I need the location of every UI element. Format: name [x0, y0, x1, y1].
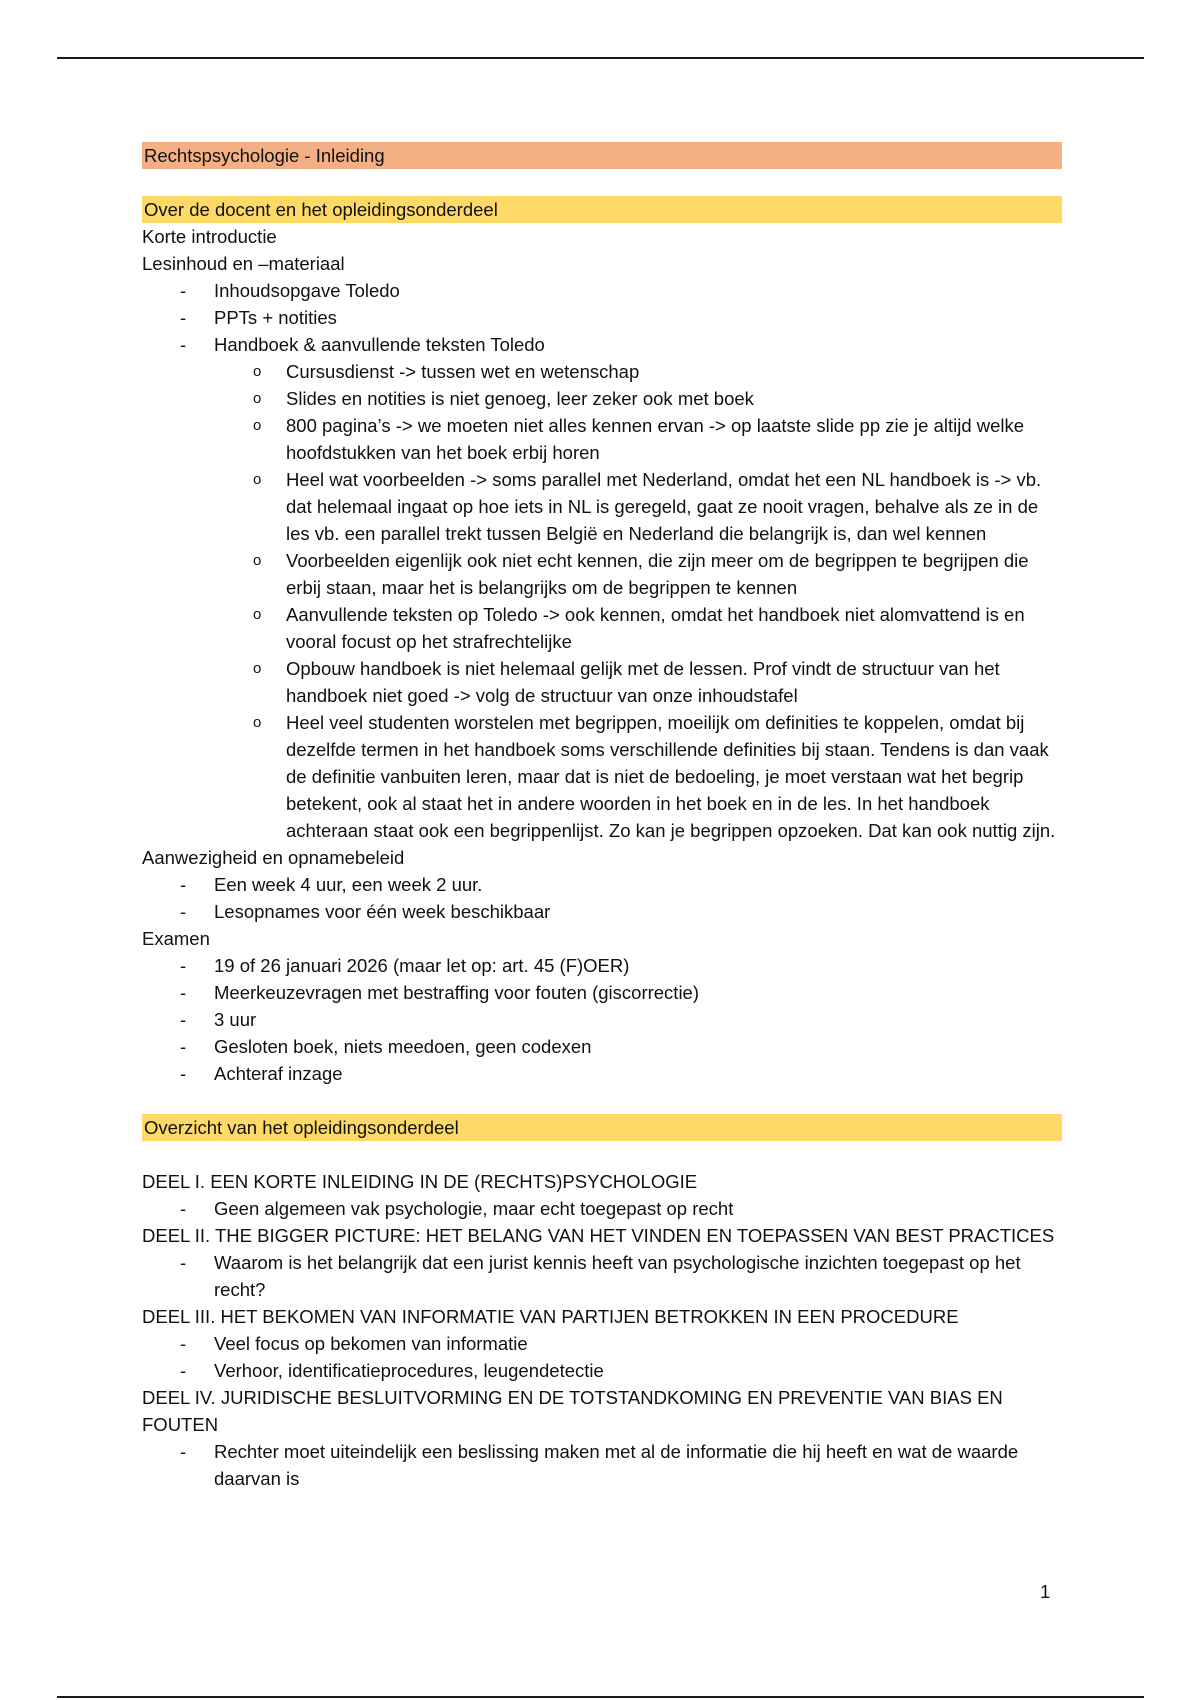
subheading-aanwezigheid: Aanwezigheid en opnamebeleid	[142, 847, 405, 868]
list-item: - Rechter moet uiteindelijk een beslissing maken met al de informatie die hij heeft en wat de waarde daarvan is	[142, 1438, 1062, 1492]
sub-list-item: o Heel wat voorbeelden -> soms parallel met Nederland, omdat het een NL handboek is -> vb. dat helemaal ingaat op hoe iets in NL is geregeld, gaat ze nooit vragen, behalve als ze in de les vb. een parallel trekt tussen België en Nederland die belangrijk is, dan wel kennen	[142, 466, 1062, 547]
part-heading-deel-4: DEEL IV. JURIDISCHE BESLUITVORMING EN DE TOTSTANDKOMING EN PREVENTIE VAN BIAS EN FOUTEN	[142, 1387, 1003, 1435]
list-item: - Gesloten boek, niets meedoen, geen codexen	[142, 1033, 1062, 1060]
list-item: - Geen algemeen vak psychologie, maar echt toegepast op recht	[142, 1195, 1062, 1222]
document-body	[142, 142, 1062, 1492]
document-title: Rechtspsychologie - Inleiding	[142, 142, 1062, 169]
sub-list-item: o Opbouw handboek is niet helemaal gelijk met de lessen. Prof vindt de structuur van het handboek niet goed -> volg de structuur van onze inhoudstafel	[142, 655, 1062, 709]
section-heading-docent: Over de docent en het opleidingsonderdeel	[142, 196, 1062, 223]
list-item: - Lesopnames voor één week beschikbaar	[142, 898, 1062, 925]
spacer	[142, 1141, 1062, 1168]
page-number: 1	[1040, 1581, 1051, 1602]
list-item: - 3 uur	[142, 1006, 1062, 1033]
list-item: - Achteraf inzage	[142, 1060, 1062, 1087]
subheading-lesinhoud: Lesinhoud en –materiaal	[142, 253, 345, 274]
header-rule	[57, 57, 1144, 59]
list-item: - Meerkeuzevragen met bestraffing voor fouten (giscorrectie)	[142, 979, 1062, 1006]
section-heading-overzicht: Overzicht van het opleidingsonderdeel	[142, 1114, 1062, 1141]
sub-list-item: o 800 pagina’s -> we moeten niet alles kennen ervan -> op laatste slide pp zie je altijd welke hoofdstukken van het boek erbij horen	[142, 412, 1062, 466]
footer-rule	[57, 1696, 1144, 1698]
part-heading-deel-3: DEEL III. HET BEKOMEN VAN INFORMATIE VAN PARTIJEN BETROKKEN IN EEN PROCEDURE	[142, 1306, 959, 1327]
spacer	[142, 169, 1062, 196]
sub-list-item: o Aanvullende teksten op Toledo -> ook kennen, omdat het handboek niet alomvattend is en vooral focust op het strafrechtelijke	[142, 601, 1062, 655]
part-heading-deel-1: DEEL I. EEN KORTE INLEIDING IN DE (RECHTS)PSYCHOLOGIE	[142, 1171, 698, 1192]
list-item: - Veel focus op bekomen van informatie	[142, 1330, 1062, 1357]
list-item: - Handboek & aanvullende teksten Toledo	[142, 331, 1062, 358]
list-item: - Inhoudsopgave Toledo	[142, 277, 1062, 304]
sub-list-item: o Voorbeelden eigenlijk ook niet echt kennen, die zijn meer om de begrippen te begrijpen die erbij staan, maar het is belangrijks om de begrippen te kennen	[142, 547, 1062, 601]
sub-list-item: o Slides en notities is niet genoeg, leer zeker ook met boek	[142, 385, 1062, 412]
subheading-korte-introductie: Korte introductie	[142, 226, 277, 247]
list-item: - 19 of 26 januari 2026 (maar let op: art. 45 (F)OER)	[142, 952, 1062, 979]
list-item: - Waarom is het belangrijk dat een jurist kennis heeft van psychologische inzichten toegepast op het recht?	[142, 1249, 1062, 1303]
part-heading-deel-2: DEEL II. THE BIGGER PICTURE: HET BELANG VAN HET VINDEN EN TOEPASSEN VAN BEST PRACTICES	[142, 1225, 1055, 1246]
list-item: - Verhoor, identificatieprocedures, leugendetectie	[142, 1357, 1062, 1384]
list-item: - PPTs + notities	[142, 304, 1062, 331]
sub-list-item: o Cursusdienst -> tussen wet en wetenschap	[142, 358, 1062, 385]
list-item: - Een week 4 uur, een week 2 uur.	[142, 871, 1062, 898]
sub-list-item: o Heel veel studenten worstelen met begrippen, moeilijk om definities te koppelen, omdat bij dezelfde termen in het handboek soms verschillende definities bij staan. Tendens is dan vaak de definitie vanbuiten leren, maar dat is niet de bedoeling, je moet verstaan wat het begrip betekent, ook al staat het in andere woorden in het boek en in de les. In het handboek achteraan staat ook een begrippenlijst. Zo kan je begrippen opzoeken. Dat kan ook nuttig zijn.	[142, 709, 1062, 844]
subheading-examen: Examen	[142, 928, 210, 949]
spacer	[142, 1087, 1062, 1114]
